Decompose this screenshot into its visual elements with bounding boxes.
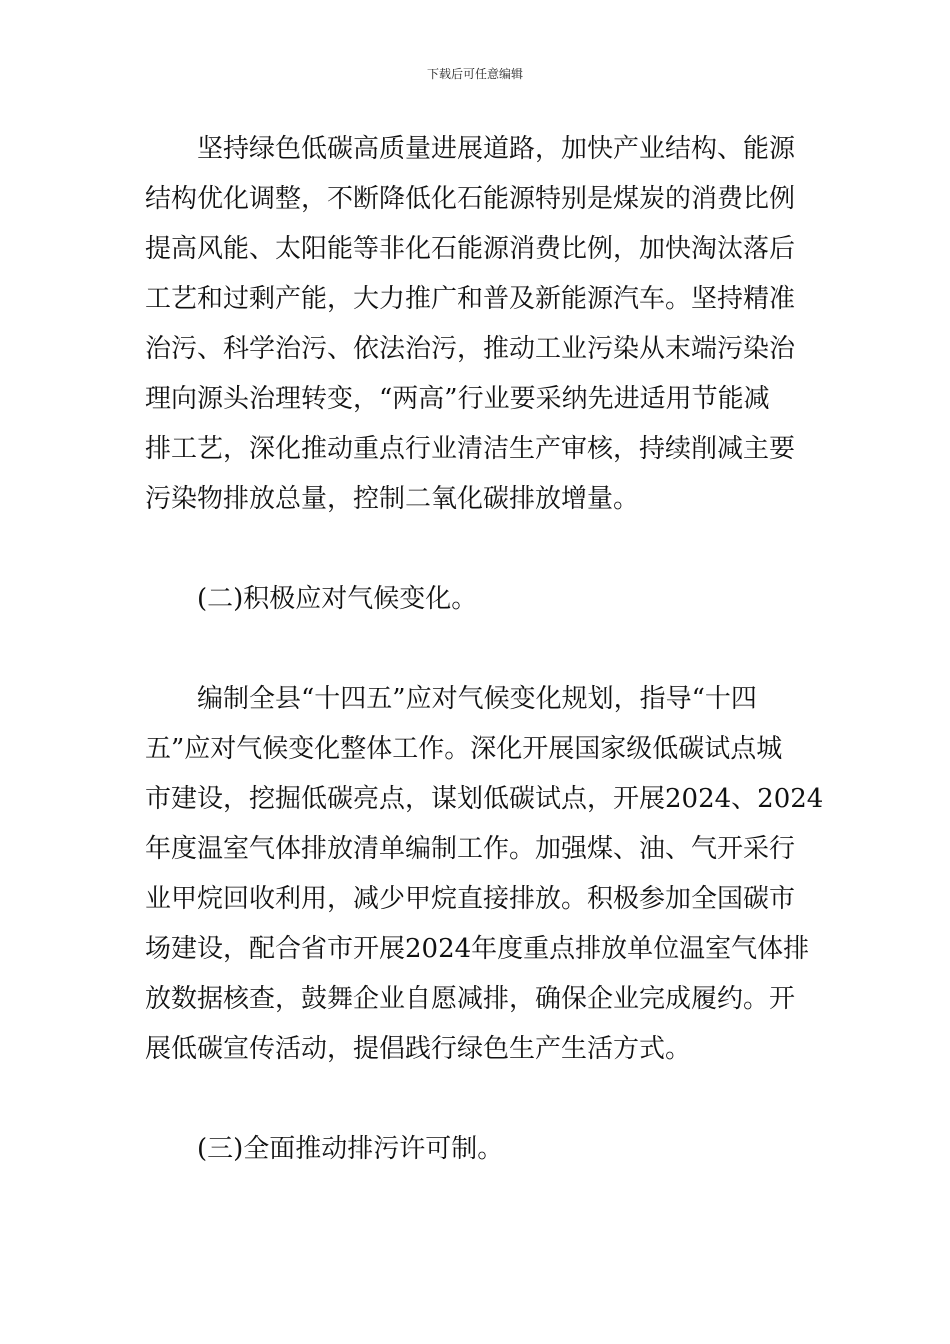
paragraph-line: 结构优化调整，不断降低化石能源特别是煤炭的消费比例 [145,184,796,214]
paragraph-line: 理向源头治理转变，“两高”行业要采纳先进适用节能减 [145,384,770,414]
paragraph-line: 市建设，挖掘低碳亮点，谋划低碳试点，开展2024、2024 [145,784,824,814]
paragraph-line: 工艺和过剩产能，大力推广和普及新能源汽车。坚持精准 [145,284,796,314]
paragraph-line: 治污、科学治污、依法治污，推动工业污染从末端污染治 [145,334,796,364]
paragraph-line: 编制全县“十四五”应对气候变化规划，指导“十四 [145,684,757,714]
paragraph-line: 业甲烷回收利用，减少甲烷直接排放。积极参加全国碳市 [145,884,796,914]
paragraph-line: 放数据核查，鼓舞企业自愿减排，确保企业完成履约。开 [145,984,796,1014]
section-heading-2: (二)积极应对气候变化。 [145,584,478,614]
paragraph-line: 年度温室气体排放清单编制工作。加强煤、油、气开采行 [145,834,796,864]
section-heading-3: (三)全面推动排污许可制。 [145,1134,504,1164]
paragraph-line: 场建设，配合省市开展2024年度重点排放单位温室气体排 [145,934,810,964]
header-note: 下载后可任意编辑 [426,67,523,81]
paragraph-line: 坚持绿色低碳高质量进展道路，加快产业结构、能源 [145,134,796,164]
paragraph-line: 排工艺，深化推动重点行业清洁生产审核，持续削减主要 [145,434,796,464]
paragraph-line: 展低碳宣传活动，提倡践行绿色生产生活方式。 [145,1034,692,1064]
paragraph-line: 五”应对气候变化整体工作。深化开展国家级低碳试点城 [145,734,783,764]
paragraph-line: 提高风能、太阳能等非化石能源消费比例，加快淘汰落后 [145,234,796,264]
paragraph-line: 污染物排放总量，控制二氧化碳排放增量。 [145,484,640,514]
